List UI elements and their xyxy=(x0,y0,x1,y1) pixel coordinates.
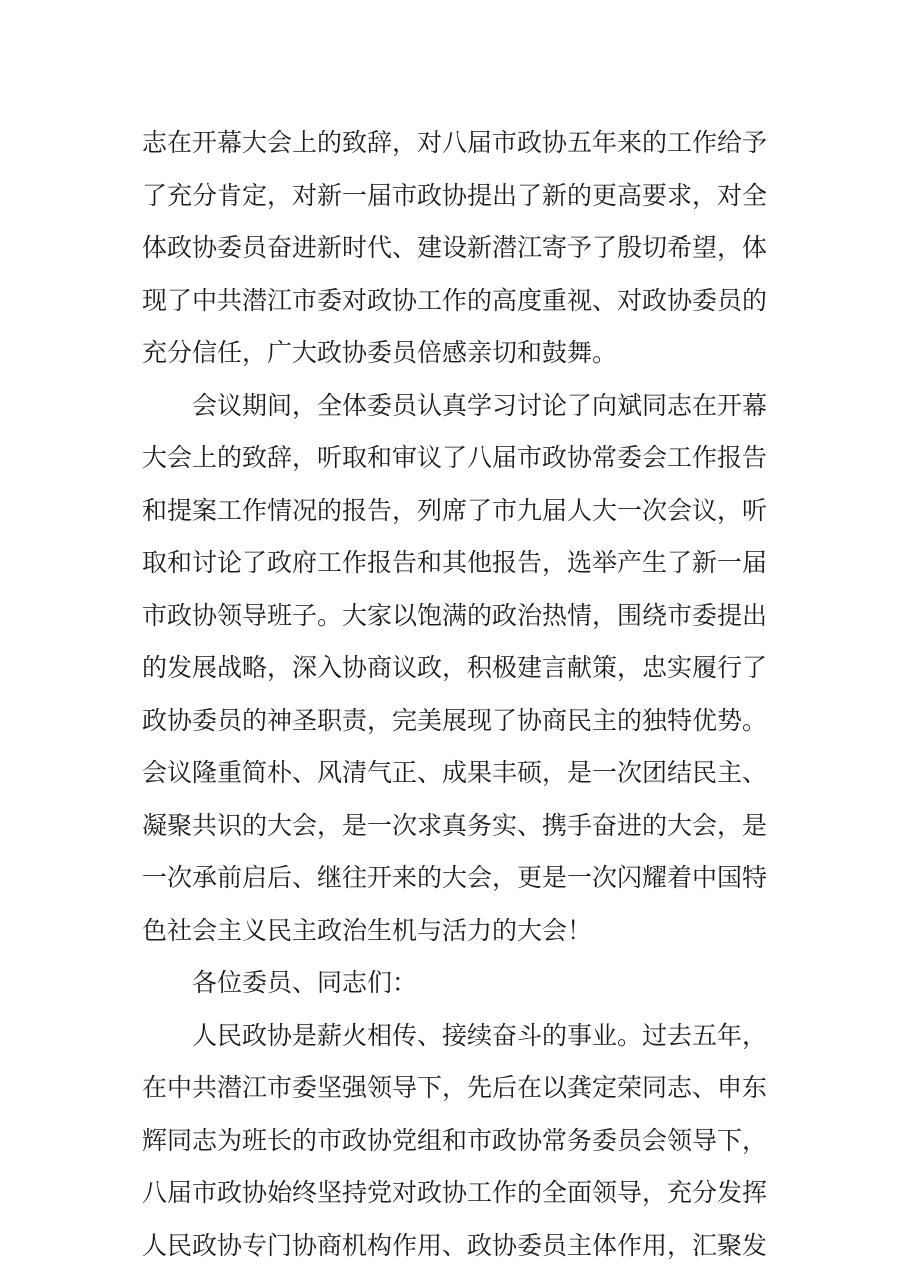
text-line: 的发展战略，深入协商议政，积极建言献策，忠实履行了 xyxy=(142,653,768,682)
text-line: 志在开幕大会上的致辞，对八届市政协五年来的工作给予 xyxy=(142,128,768,157)
text-line: 色社会主义民主政治生机与活力的大会！ xyxy=(142,915,593,945)
paragraph xyxy=(142,380,768,958)
paragraph xyxy=(142,1010,768,1273)
text-line: 市政协领导班子。大家以饱满的政治热情，围绕市委提出 xyxy=(142,600,768,630)
text-line: 会议期间，全体委员认真学习讨论了向斌同志在开幕 xyxy=(192,390,768,420)
text-line: 了充分肯定，对新一届市政协提出了新的更高要求，对全 xyxy=(142,180,768,210)
text-line: 人民政协是薪火相传、接续奋斗的事业。过去五年， xyxy=(192,1020,768,1050)
text-line: 取和讨论了政府工作报告和其他报告，选举产生了新一届 xyxy=(142,548,768,577)
text-line: 充分信任，广大政协委员倍感亲切和鼓舞。 xyxy=(142,338,618,367)
text-line: 和提案工作情况的报告，列席了市九届人大一次会议，听 xyxy=(142,495,768,525)
text-line: 在中共潜江市委坚强领导下，先后在以龚定荣同志、申东 xyxy=(142,1073,768,1102)
document-body xyxy=(142,117,768,1272)
text-line: 一次承前启后、继往开来的大会，更是一次闪耀着中国特 xyxy=(142,863,768,892)
text-line: 大会上的致辞，听取和审议了八届市政协常委会工作报告 xyxy=(142,443,768,472)
text-line: 凝聚共识的大会，是一次求真务实、携手奋进的大会，是 xyxy=(142,810,768,840)
paragraph xyxy=(142,117,768,380)
paragraph xyxy=(142,957,752,1010)
text-line: 现了中共潜江市委对政协工作的高度重视、对政协委员的 xyxy=(142,285,768,315)
text-line: 辉同志为班长的市政协党组和市政协常务委员会领导下， xyxy=(142,1125,768,1155)
text-line: 人民政协专门协商机构作用、政协委员主体作用，汇聚发 xyxy=(142,1230,768,1260)
text-line: 各位委员、同志们： xyxy=(192,968,418,997)
text-line: 会议隆重简朴、风清气正、成果丰硕，是一次团结民主、 xyxy=(142,758,768,787)
text-line: 体政协委员奋进新时代、建设新潜江寄予了殷切希望，体 xyxy=(142,233,768,262)
text-line: 政协委员的神圣职责，完美展现了协商民主的独特优势。 xyxy=(142,705,768,735)
text-line: 八届市政协始终坚持党对政协工作的全面领导，充分发挥 xyxy=(142,1178,768,1207)
